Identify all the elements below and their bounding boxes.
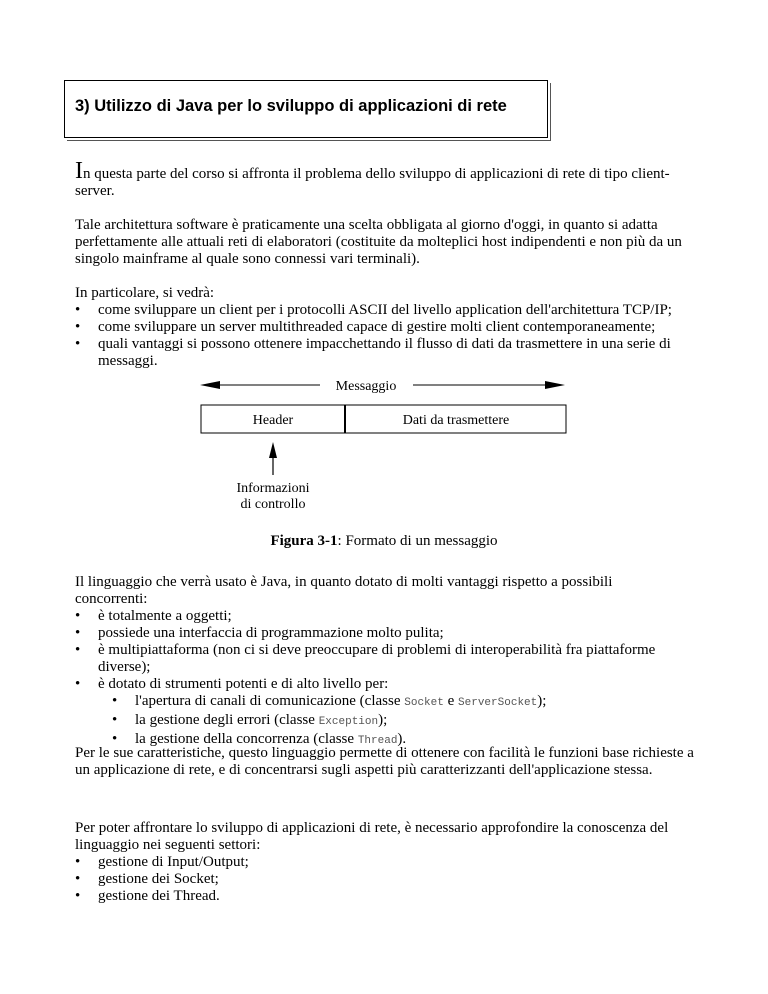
list-item: • è dotato di strumenti potenti e di alto livello per: (75, 676, 700, 693)
dropcap: I (75, 158, 83, 184)
list-item-sub: • la gestione della concorrenza (classe Thread). (112, 731, 700, 750)
list-item-sub: • l'apertura di canali di comunicazione (classe Socket e ServerSocket); (112, 693, 700, 712)
settori-lead: Per poter affrontare lo sviluppo di applicazioni di rete, è necessario approfondire la conoscenza del linguaggio nei seguenti settori: (75, 820, 669, 853)
particolare-lead: In particolare, si vedrà: (75, 285, 215, 301)
control-info-line1: Informazioni (236, 481, 310, 496)
figure-caption-text: : Formato di un messaggio (337, 533, 498, 549)
list-item: • come sviluppare un server multithreaded capace di gestire molti client contemporaneamente; (75, 319, 700, 336)
list-item: • gestione dei Socket; (75, 871, 700, 888)
control-info-line2: di controllo (240, 497, 306, 512)
code-exception: Exception (318, 716, 379, 728)
intro-text: n questa parte del corso si affronta il problema dello sviluppo di applicazioni di rete di tipo client-server. (75, 166, 670, 199)
header-label: Header (252, 413, 294, 428)
data-label: Dati da trasmettere (402, 413, 510, 428)
figure-label: Figura 3-1 (270, 533, 338, 549)
list-item: • gestione di Input/Output; (75, 854, 700, 871)
features-paragraph: Per le sue caratteristiche, questo linguaggio permette di ottenere con facilità le funzioni base richieste a un applicazione di rete, e di concentrarsi sugli aspetti più caratterizzanti dell'applicazione stessa. (75, 745, 694, 778)
message-label: Messaggio (335, 379, 397, 394)
code-thread: Thread (357, 735, 398, 747)
java-lead: Il linguaggio che verrà usato è Java, in quanto dotato di molti vantaggi rispetto a possibili concorrenti: (75, 574, 613, 607)
list-item: • come sviluppare un client per i protocolli ASCII del livello application dell'architettura TCP/IP; (75, 302, 700, 319)
java-list (75, 608, 700, 750)
list-item: • possiede una interfaccia di programmazione molto pulita; (75, 625, 700, 642)
list-item: • gestione dei Thread. (75, 888, 700, 905)
code-socket: Socket (404, 697, 444, 709)
code-serversocket: ServerSocket (458, 697, 538, 709)
list-item: • quali vantaggi si possono ottenere impacchettando il flusso di dati da trasmettere in una serie di messaggi. (75, 336, 700, 370)
list-item: • è totalmente a oggetti; (75, 608, 700, 625)
architecture-paragraph: Tale architettura software è praticamente una scelta obbligata al giorno d'oggi, in quanto si adatta perfettamente alle attuali reti di elaboratori (costituite da molteplici host indipendenti e non più da un singolo mainframe al quale sono connessi vari terminali). (75, 217, 682, 267)
settori-list (75, 854, 700, 905)
control-info-arrow (269, 442, 277, 475)
figure-caption (0, 533, 768, 550)
section-title-text: 3) Utilizzo di Java per lo sviluppo di applicazioni di rete (75, 97, 507, 115)
list-item: • è multipiattaforma (non ci si deve preoccupare di problemi di interoperabilità fra piattaforme diverse); (75, 642, 688, 676)
list-item-sub: • la gestione degli errori (classe Exception); (112, 712, 700, 731)
